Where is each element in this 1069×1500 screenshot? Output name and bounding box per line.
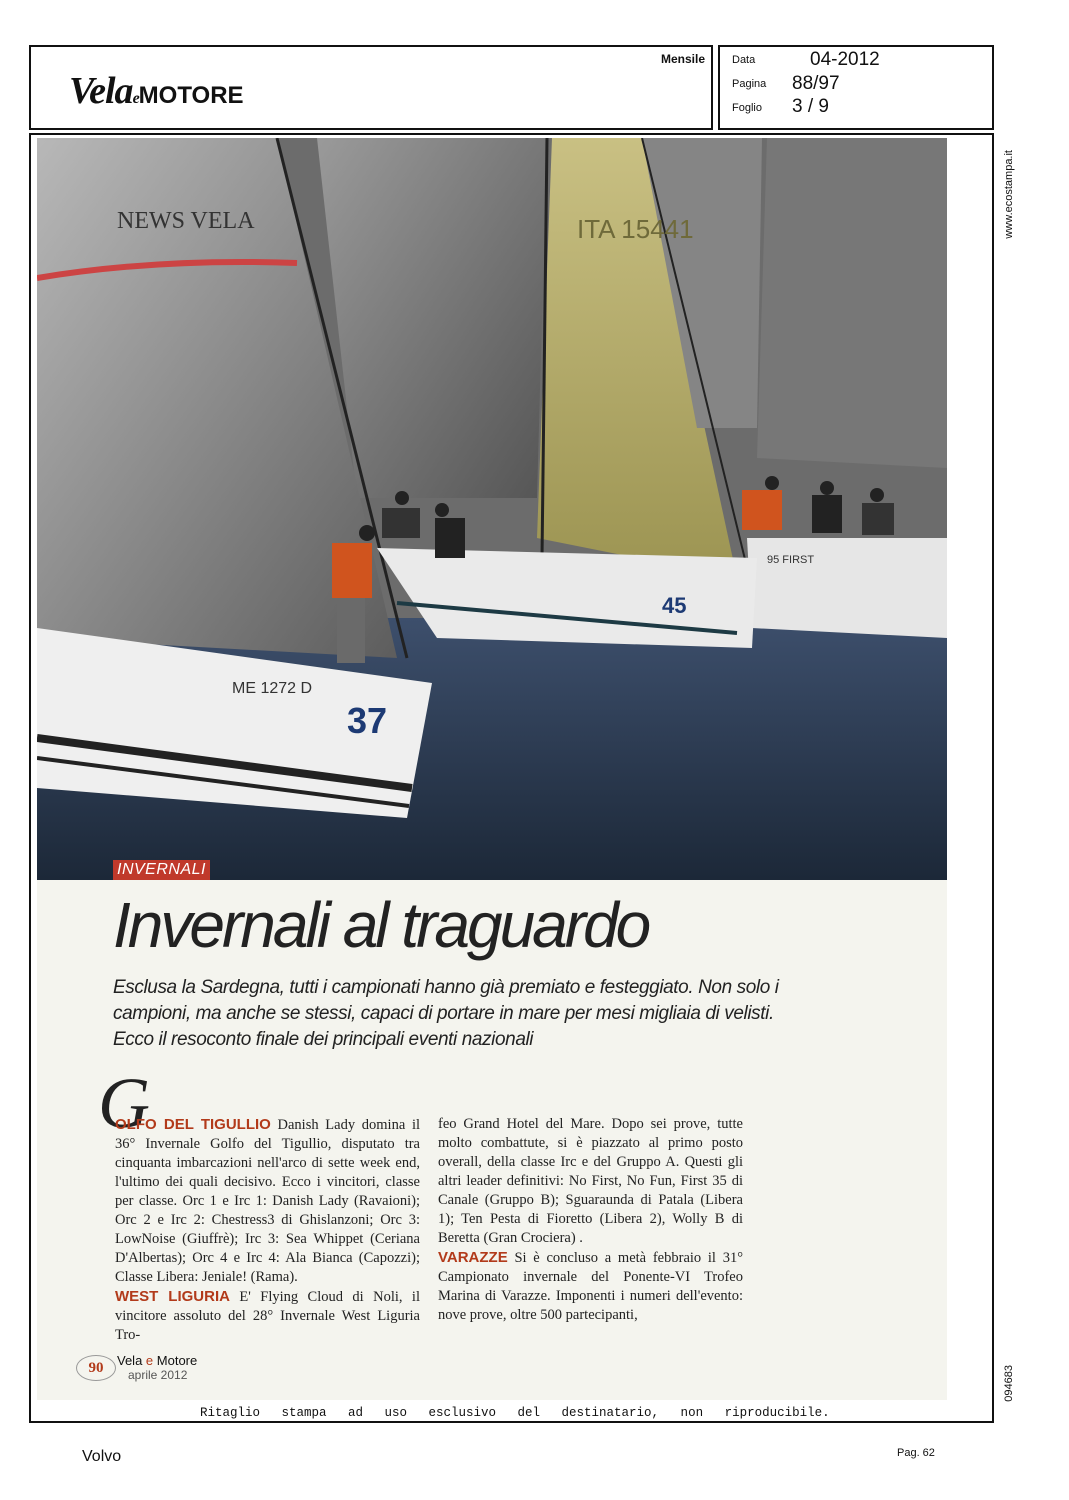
lead-varazze: VARAZZE (438, 1249, 508, 1266)
sail-overlay-text: NEWS VELA (117, 208, 255, 234)
article-subhead: Esclusa la Sardegna, tutti i campionati hanno già premiato e festeggiato. Non solo i campioni, ma anche se stessi, capaci di portare in mare per mesi migliaia di velisti. Ecco il resoconto finale dei principali eventi nazionali (113, 977, 779, 1050)
sail-number-text: ITA 15441 (577, 214, 694, 244)
boat-number-45: 45 (662, 593, 687, 618)
copyright-notice: Ritaglio stampa ad uso esclusivo del destinatario, non riproducibile. (200, 1406, 830, 1420)
clipping-page-number: Pag. 62 (897, 1447, 935, 1459)
footer-mag-b: Motore (153, 1353, 198, 1368)
boat-number-37: 37 (347, 700, 388, 741)
document-code: 094683 (1003, 1365, 1015, 1402)
text-varazze: Si è concluso a metà febbraio il 31° Campionato invernale del Ponente-VI Trofeo Marina di Varazze. Imponenti i numeri dell'evento: nove prove, oltre 500 partecipanti, (438, 1250, 743, 1323)
client-brand: Volvo (82, 1448, 122, 1465)
footer-date: aprile 2012 (128, 1368, 188, 1382)
article-headline: Invernali al traguardo (113, 889, 649, 961)
meta-value-pagina: 88/97 (792, 73, 840, 94)
meta-label-foglio: Foglio (732, 102, 762, 114)
hull-middle (377, 548, 757, 648)
sail-far-right (757, 138, 947, 468)
ecostampa-url: www.ecostampa.it (1003, 150, 1015, 239)
regatta-photo (37, 138, 947, 880)
article-column-2 (438, 1115, 743, 1325)
header-left-box (29, 45, 713, 130)
text-west-liguria: E' Flying Cloud di Noli, il vincitore assoluto del 28° Invernale West Liguria Tro- (115, 1289, 420, 1343)
meta-value-data: 04-2012 (810, 49, 880, 70)
magazine-logo (69, 69, 244, 113)
text-golfo-del-tigullio: Danish Lady domina il 36° Invernale Golfo del Tigullio, disputato tra cinquanta imbarcazioni nell'arco di sette week end, l'ultimo dei quali decisivo. Ecco i vincitori, classe per classe. Orc 1 e Irc 1: Danish Lady (Ravaioni); Orc 2 e Irc 2: Chestress3 di Ghislanzoni; Orc 3: LowNoise (Giuffrè); Irc 3: Sea Whippet (Ceriana D'Albertas); Orc 4 e Irc 4: Ala Bianca (Capozzi); Classe Libera: Jeniale! (Rama). (115, 1117, 421, 1285)
regatta-illustration (37, 138, 947, 880)
footer-mag-a: Vela (117, 1353, 146, 1368)
frequency-label: Mensile (660, 52, 705, 66)
meta-value-foglio: 3 / 9 (792, 96, 829, 117)
hull-right-text: 95 FIRST (767, 554, 815, 566)
logo-vela: Vela (69, 70, 133, 112)
sail-middle (317, 138, 547, 498)
lead-golfo-del-tigullio: OLFO DEL TIGULLIO (115, 1116, 271, 1133)
text-column-2-part-1: feo Grand Hotel del Mare. Dopo sei prove, tutte molto combattute, si è piazzato al primo posto overall, della classe Irc e del Gruppo A. Questi gli altri leader definitivi: No First, No Fun, First 35 di Canale (Gruppo B); Sguaraunda di Patala (Libera 1); Ten Pesta di Fioretto (Libera 2), Wolly B di Beretta (Gran Crociera) . (438, 1116, 743, 1246)
lead-west-liguria: WEST LIGURIA (115, 1288, 230, 1305)
section-kicker: INVERNALI (113, 860, 210, 880)
magazine-page-number: 90 (76, 1355, 116, 1381)
footer-mag-e: e (145, 1353, 154, 1368)
hull-right (747, 538, 947, 638)
header-meta-box (718, 45, 994, 130)
meta-label-pagina: Pagina (732, 78, 767, 90)
meta-label-data: Data (732, 54, 756, 66)
logo-motore: MOTORE (138, 82, 244, 109)
footer-magazine-name (117, 1353, 197, 1368)
article-column-1 (115, 1115, 420, 1345)
hull-registration: ME 1272 D (232, 680, 313, 697)
logo-e: e (132, 90, 139, 107)
drop-cap: G (98, 1063, 150, 1143)
